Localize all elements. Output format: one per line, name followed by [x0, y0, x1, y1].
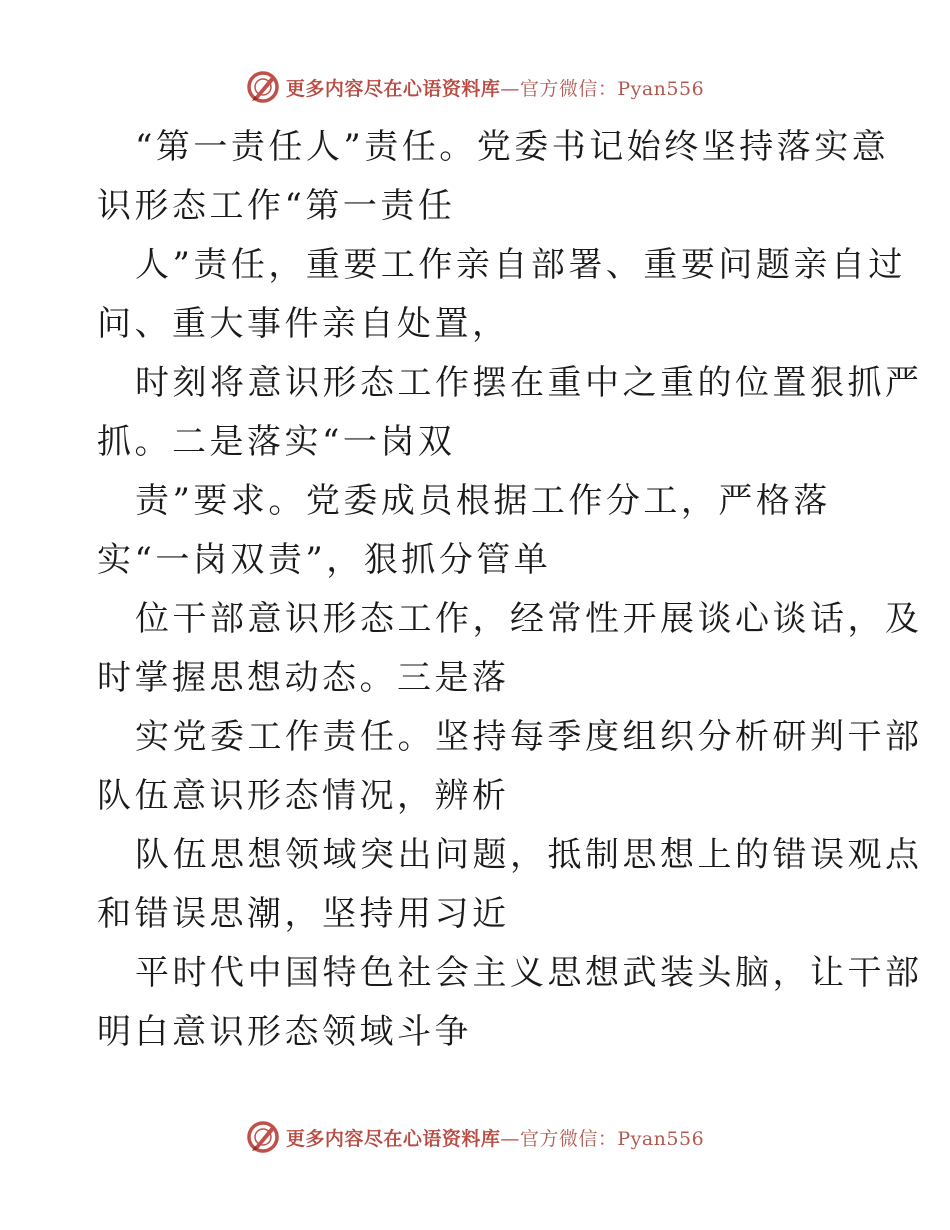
footer-watermark-text: 更多内容尽在心语资料库—官方微信：Pyan556	[285, 1127, 705, 1150]
brush-pen-logo-icon	[246, 1120, 280, 1154]
body-line: 实党委工作责任。坚持每季度组织分析研判干部	[135, 717, 923, 757]
body-line: 位干部意识形态工作，经常性开展谈心谈话，及	[135, 599, 923, 639]
body-line: 时刻将意识形态工作摆在重中之重的位置狠抓严	[135, 363, 923, 403]
header-watermark-text: 更多内容尽在心语资料库—官方微信：Pyan556	[285, 77, 705, 100]
body-line: 队伍思想领域突出问题，抵制思想上的错误观点	[135, 835, 923, 875]
body-line: 明白意识形态领域斗争	[97, 1012, 472, 1052]
footer-watermark-banner	[0, 1120, 950, 1154]
body-line: 问、重大事件亲自处置，	[97, 304, 510, 344]
brush-pen-logo-icon	[246, 70, 280, 104]
body-line: 和错误思潮，坚持用习近	[97, 894, 510, 934]
document-body	[97, 118, 923, 1062]
body-line: 抓。二是落实“一岗双	[97, 422, 456, 462]
body-line: 识形态工作“第一责任	[97, 186, 456, 226]
body-line: 平时代中国特色社会主义思想武装头脑，让干部	[135, 953, 923, 993]
body-line: 责”要求。党委成员根据工作分工，严格落	[135, 481, 831, 521]
body-line: 实“一岗双责”，狠抓分管单	[97, 540, 552, 580]
body-line: 队伍意识形态情况，辨析	[97, 776, 510, 816]
header-watermark-banner	[0, 70, 950, 104]
body-line: 人”责任，重要工作亲自部署、重要问题亲自过	[135, 245, 906, 285]
body-line: “第一责任人”责任。党委书记始终坚持落实意	[135, 127, 890, 167]
body-line: 时掌握思想动态。三是落	[97, 658, 510, 698]
